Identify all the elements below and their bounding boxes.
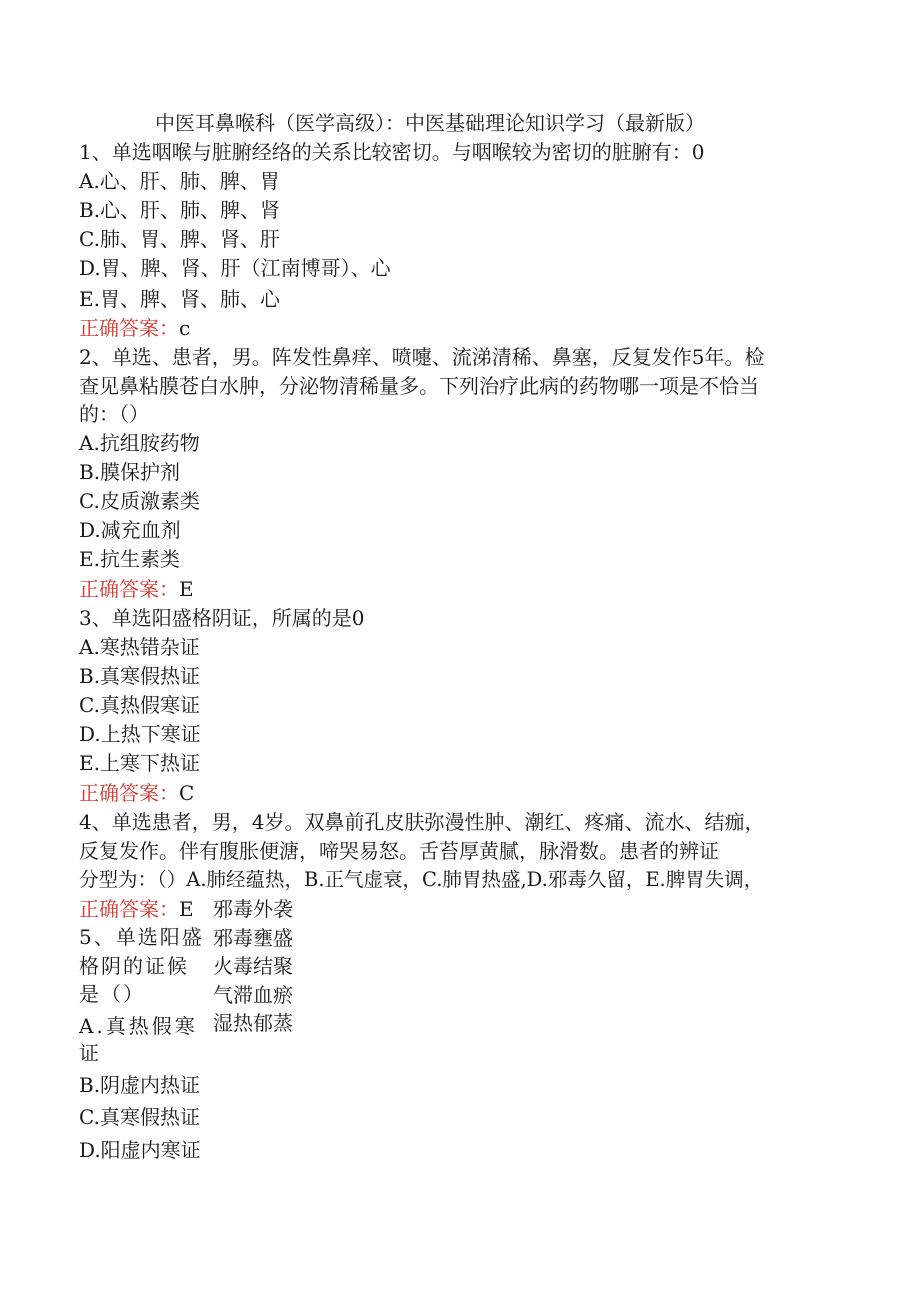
- question-2-stem-line-2: 查见鼻粘膜苍白水肿，分泌物清稀量多。下列治疗此病的药物哪一项是不恰当: [79, 374, 759, 398]
- answer-value: C: [179, 781, 195, 805]
- question-2-option-d: D.减充血剂: [79, 518, 181, 542]
- answer-value: c: [179, 316, 191, 340]
- answer-value: E: [179, 897, 194, 921]
- question-1-option-c: C.肺、胃、脾、肾、肝: [79, 227, 280, 251]
- question-1-option-a: A.心、肝、肺、脾、胃: [79, 169, 280, 193]
- continuation-line: 湿热郁蒸: [213, 1011, 293, 1035]
- answer-value: E: [179, 577, 194, 601]
- question-5-option-d: D.阳虚内寒证: [79, 1138, 201, 1162]
- question-3-option-e: E.上寒下热证: [79, 751, 200, 775]
- continuation-line: 邪毒外袭: [213, 897, 293, 921]
- answer-label: 正确答案：: [79, 897, 179, 921]
- question-3-option-d: D.上热下寒证: [79, 722, 201, 746]
- question-5-option-c: C.真寒假热证: [79, 1105, 200, 1129]
- question-5-stem: [79, 923, 204, 1009]
- question-1-option-b: B.心、肝、肺、脾、肾: [79, 198, 281, 222]
- question-1-answer: [79, 315, 190, 341]
- question-3-option-c: C.真热假寒证: [79, 693, 200, 717]
- answer-label: 正确答案：: [79, 781, 179, 805]
- question-5-stem-line: 是（）: [79, 982, 145, 1006]
- question-2-answer: [79, 576, 194, 602]
- question-5-stem-line: 5、单选阳盛: [79, 925, 204, 949]
- question-2-stem-line-3: 的：（）: [79, 402, 149, 426]
- question-2-option-e: E.抗生素类: [79, 547, 180, 571]
- answer-label: 正确答案：: [79, 577, 179, 601]
- question-3-stem: 3、单选阳盛格阴证，所属的是0: [79, 606, 365, 630]
- question-5-stem-line: 格阴的证候: [79, 953, 189, 978]
- continuation-line: 火毒结聚: [213, 954, 293, 978]
- question-2-option-c: C.皮质激素类: [79, 489, 200, 513]
- question-4-stem-line-1: 4、单选患者，男，4岁。双鼻前孔皮肤弥漫性肿、潮红、疼痛、流水、结痂，: [79, 810, 765, 834]
- question-3-option-b: B.真寒假热证: [79, 664, 201, 688]
- question-1-option-e: E.胃、脾、肾、肺、心: [79, 287, 280, 311]
- question-5-option-a-line-1: A.真热假寒: [79, 1014, 198, 1038]
- question-1-option-d: D.胃、脾、肾、肝（江南博哥）、心: [79, 256, 391, 280]
- question-2-option-b: B.膜保护剂: [79, 460, 181, 484]
- question-4-option-continuation: [213, 895, 293, 1038]
- question-4-stem-line-3: 分型为：（）A.肺经蕴热，B.正气虚衰，C.肺胃热盛,D.邪毒久留，E.脾胃失调，: [79, 868, 764, 891]
- question-3-option-a: A.寒热错杂证: [79, 635, 200, 659]
- question-2-stem-line-1: 2、单选、患者，男。阵发性鼻痒、喷嚏、流涕清稀、鼻塞，反复发作5年。检: [79, 345, 765, 369]
- continuation-line: 气滞血瘀: [213, 982, 293, 1007]
- question-2-option-a: A.抗组胺药物: [79, 431, 200, 455]
- question-4-answer: [79, 896, 194, 922]
- question-5-option-b: B.阴虚内热证: [79, 1073, 201, 1097]
- question-3-answer: [79, 780, 194, 806]
- question-1-stem: 1、单选咽喉与脏腑经络的关系比较密切。与咽喉较为密切的脏腑有：0: [79, 140, 705, 164]
- question-5-option-a-line-2: 证: [79, 1041, 99, 1065]
- document-title: 中医耳鼻喉科（医学高级）：中医基础理论知识学习（最新版）: [155, 111, 705, 135]
- answer-label: 正确答案：: [79, 316, 179, 340]
- continuation-line: 邪毒壅盛: [213, 925, 293, 950]
- question-4-stem-line-2: 反复发作。伴有腹胀便溏，啼哭易怒。舌苔厚黄腻，脉滑数。患者的辨证: [79, 839, 719, 863]
